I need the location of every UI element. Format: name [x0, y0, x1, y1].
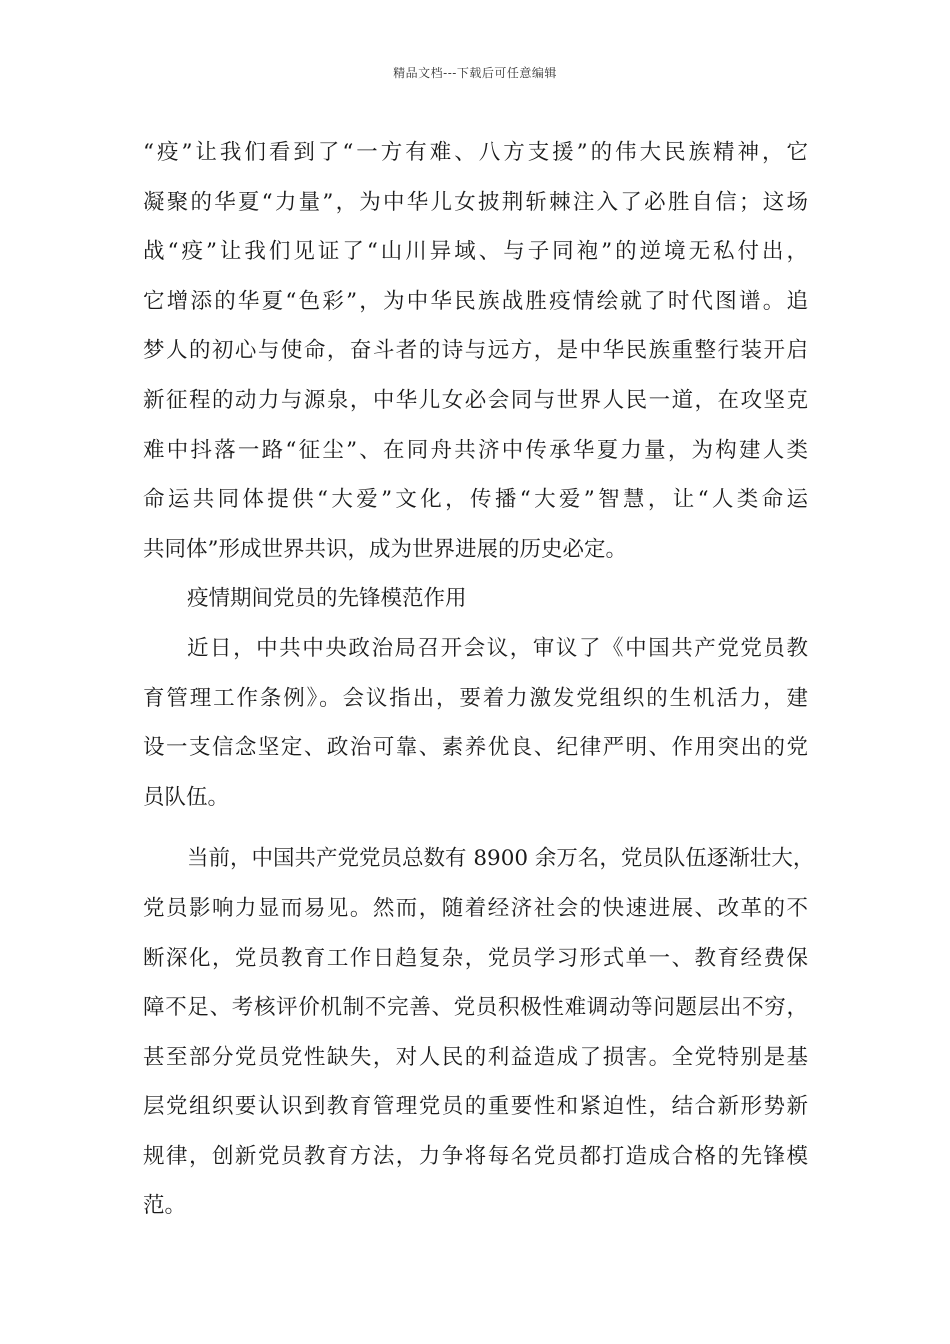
- paragraph-line: 新征程的动力与源泉，中华儿女必会同与世界人民一道，在攻坚克: [143, 387, 808, 413]
- paragraph-gap: [143, 822, 808, 834]
- paragraph-line: 障不足、考核评价机制不完善、党员积极性难调动等问题层出不穷，: [143, 995, 808, 1021]
- paragraph-line: 共同体”形成世界共识，成为世界进展的历史必定。: [143, 536, 627, 562]
- paragraph-line: “疫”让我们看到了“一方有难、八方支援”的伟大民族精神，它: [143, 140, 808, 165]
- paragraph-line: 它增添的华夏“色彩”，为中华民族战胜疫情绘就了时代图谱。追: [143, 288, 808, 314]
- paragraph-line: 规律，创新党员教育方法，力争将每名党员都打造成合格的先锋模: [143, 1143, 808, 1169]
- paragraph-line: 当前，中国共产党党员总数有 8900 余万名，党员队伍逐渐壮大，: [187, 846, 815, 872]
- paragraph-line: 战“疫”让我们见证了“山川异域、与子同袍”的逆境无私付出，: [143, 239, 808, 265]
- paragraph-line: 员队伍。: [143, 784, 230, 810]
- paragraph-line: 近日，中共中央政治局召开会议，审议了《中国共产党党员教: [187, 635, 808, 661]
- paragraph-line: 层党组织要认识到教育管理党员的重要性和紧迫性，结合新形势新: [143, 1094, 808, 1120]
- paragraph-line: 断深化，党员教育工作日趋复杂，党员学习形式单一、教育经费保: [143, 945, 808, 971]
- paragraph-line: 梦人的初心与使命，奋斗者的诗与远方，是中华民族重整行装开启: [143, 338, 808, 364]
- paragraph-line: 甚至部分党员党性缺失，对人民的利益造成了损害。全党特别是基: [143, 1044, 808, 1070]
- page-header: 精品文档---下载后可任意编辑: [393, 66, 557, 80]
- paragraph-line: 设一支信念坚定、政治可靠、素养优良、纪律严明、作用突出的党: [143, 735, 808, 761]
- paragraph-line: 凝聚的华夏“力量”，为中华儿女披荆斩棘注入了必胜自信；这场: [143, 189, 808, 215]
- paragraph-line: 育管理工作条例》。会议指出，要着力激发党组织的生机活力，建: [143, 685, 808, 711]
- paragraph-line: 范。: [143, 1193, 187, 1219]
- paragraph-line: 难中抖落一路“征尘”、在同舟共济中传承华夏力量，为构建人类: [143, 437, 808, 463]
- paragraph-line: 命运共同体提供“大爱”文化，传播“大爱”智慧，让“人类命运: [143, 487, 808, 513]
- paragraph-line: 党员影响力显而易见。然而，随着经济社会的快速进展、改革的不: [143, 895, 808, 921]
- section-heading: 疫情期间党员的先锋模范作用: [187, 586, 467, 612]
- document-body: [143, 128, 815, 1231]
